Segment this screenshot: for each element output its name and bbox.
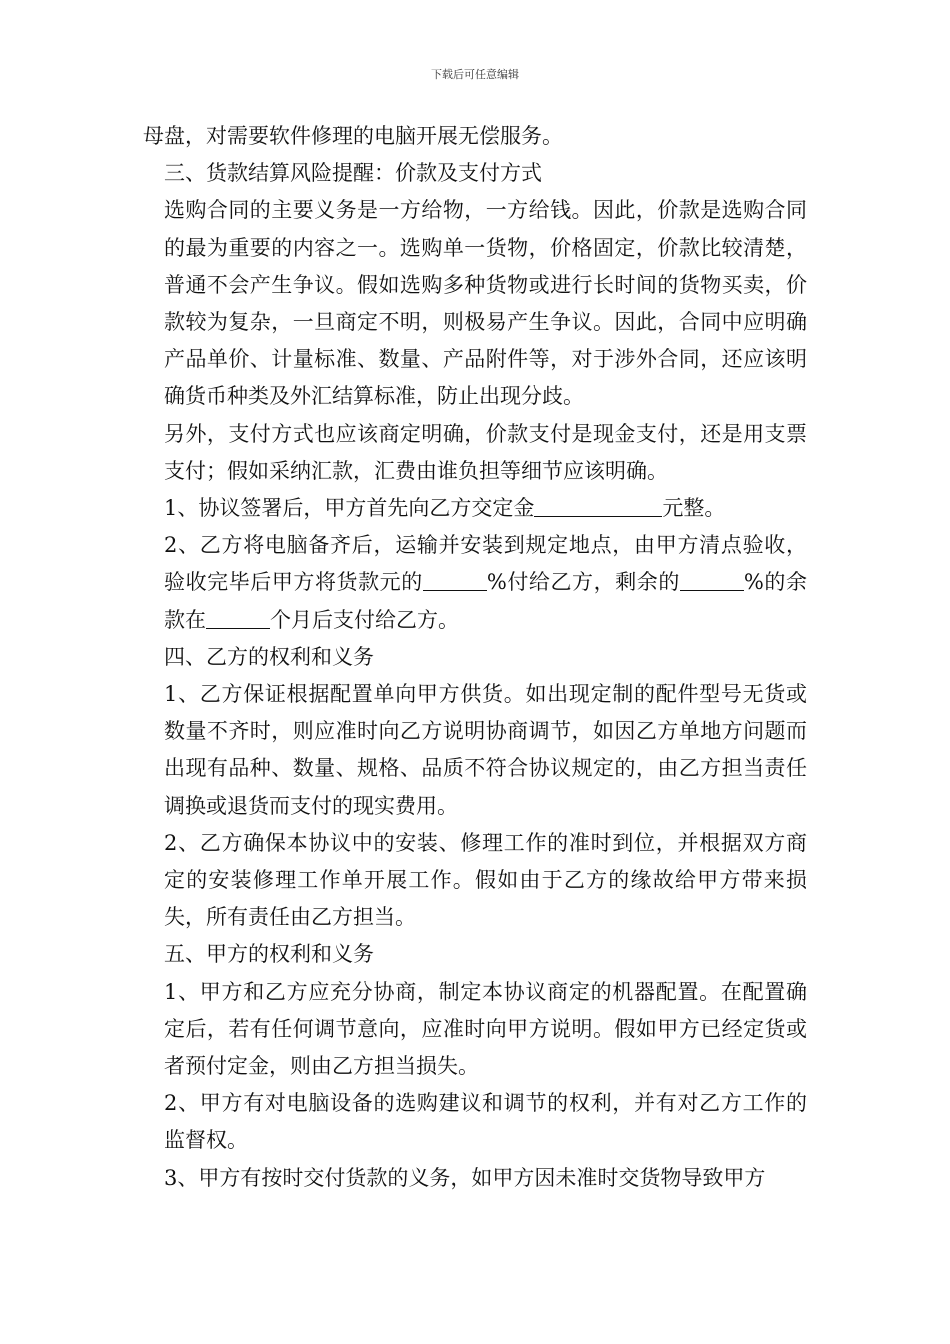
clause-deposit-text: 1、协议签署后，甲方首先向乙方交定金 — [164, 496, 535, 521]
paragraph-price: 选购合同的主要义务是一方给物，一方给钱。因此，价款是选购合同的最为重要的内容之一。选购单一货物，价格固定，价款比较清楚，普通不会产生争议。假如选购多种货物或进行长时间的货物买卖，价款较为复杂，一旦商定不明，则极易产生争议。因此，合同中应明确产品单价、计量标准、数量、产品附件等，对于涉外合同，还应该明确货币种类及外汇结算标准，防止出现分歧。 — [164, 198, 807, 409]
paragraph-payment-method: 另外，支付方式也应该商定明确，价款支付是现金支付，还是用支票支付；假如采纳汇款，汇费由谁负担等细节应该明确。 — [164, 421, 807, 483]
clause-b-installation: 2、乙方确保本协议中的安装、修理工作的准时到位，并根据双方商定的安装修理工作单开展工作。假如由于乙方的缘故给甲方带来损失，所有责任由乙方担当。 — [164, 830, 807, 930]
clause-acceptance-text-2: %付给乙方，剩余的 — [486, 570, 680, 595]
document-body — [143, 118, 807, 1197]
percent-blank-2 — [680, 566, 744, 591]
clause-deposit-suffix: 元整。 — [662, 496, 726, 521]
deposit-amount-blank — [534, 492, 662, 517]
clause-acceptance-payment — [143, 527, 807, 639]
percent-blank-1 — [423, 566, 487, 591]
clause-acceptance-text: 2、乙方将电脑备齐后，运输并安装到规定地点，由甲方清点验收，验收完毕后甲方将货款元的 — [164, 533, 807, 595]
section-heading-3: 三、货款结算风险提醒：价款及支付方式 — [164, 161, 542, 186]
section-heading-4: 四、乙方的权利和义务 — [164, 644, 374, 669]
clause-acceptance-text-3: %的余款在 — [164, 570, 807, 632]
clause-a-configuration: 1、甲方和乙方应充分协商，制定本协议商定的机器配置。在配置确定后，若有任何调节意向，应准时向甲方说明。假如甲方已经定货或者预付定金，则由乙方担当损失。 — [164, 979, 807, 1079]
clause-b-supply: 1、乙方保证根据配置单向甲方供货。如出现定制的配件型号无货或数量不齐时，则应准时向乙方说明协商调节，如因乙方单地方问题而出现有品种、数量、规格、品质不符合协议规定的，由乙方担当责任调换或退货而支付的现实费用。 — [164, 682, 807, 818]
clause-a-payment: 3、甲方有按时交付货款的义务，如甲方因未准时交货物导致甲方 — [164, 1165, 766, 1190]
paragraph-continuation: 母盘，对需要软件修理的电脑开展无偿服务。 — [143, 124, 563, 148]
section-heading-5: 五、甲方的权利和义务 — [164, 942, 374, 967]
clause-a-supervision: 2、甲方有对电脑设备的选购建议和调节的权利，并有对乙方工作的监督权。 — [164, 1091, 807, 1153]
clause-acceptance-text-4: 个月后支付给乙方。 — [270, 607, 459, 632]
page-header-note: 下载后可任意编辑 — [431, 68, 519, 81]
months-blank — [206, 604, 270, 629]
clause-deposit — [143, 490, 807, 527]
